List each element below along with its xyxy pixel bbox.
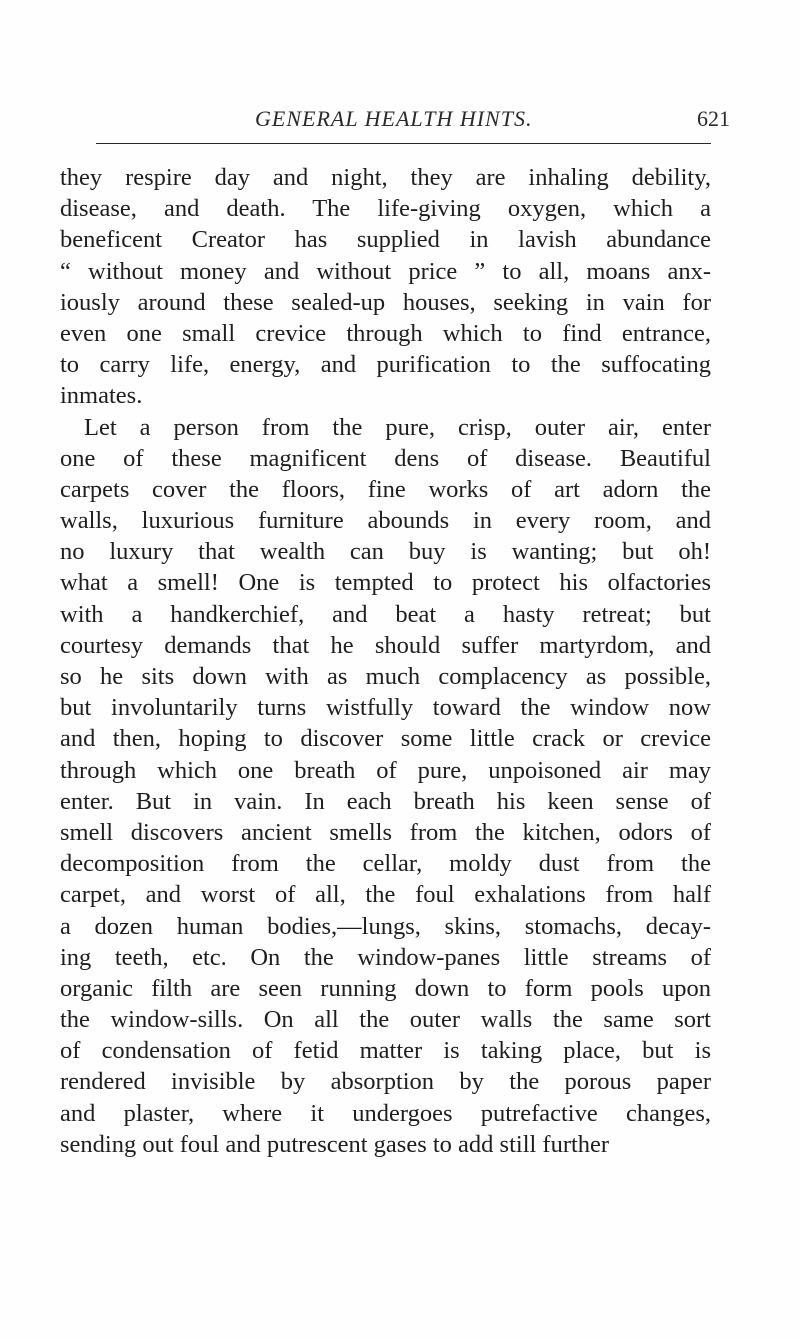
text-line: the window-sills. On all the outer walls the same sort [60, 1006, 711, 1034]
running-title: GENERAL HEALTH HINTS. [255, 106, 533, 131]
text-line: iously around these sealed-up houses, seeking in vain for [60, 288, 711, 316]
text-line: “ without money and without price ” to all, moans anx- [60, 257, 711, 285]
text-line: no luxury that wealth can buy is wanting; but oh! [60, 538, 711, 566]
text-line: and then, hoping to discover some little crack or crevice [60, 725, 711, 753]
text-line: to carry life, energy, and purification to the suffocating [60, 351, 711, 379]
text-line: but involuntarily turns wistfully toward the window now [60, 694, 711, 722]
text-line: ing teeth, etc. On the window-panes little streams of [60, 943, 711, 971]
text-line: enter. But in vain. In each breath his keen sense of [60, 787, 711, 815]
text-line: rendered invisible by absorption by the porous paper [60, 1068, 711, 1096]
text-line: disease, and death. The life-giving oxygen, which a [60, 195, 711, 223]
text-line: carpets cover the floors, fine works of art adorn the [60, 475, 711, 503]
text-line: so he sits down with as much complacency as possible, [60, 663, 711, 690]
text-line: of condensation of fetid matter is taking place, but is [60, 1037, 711, 1065]
body-text [60, 162, 711, 1160]
header-rule [96, 143, 711, 144]
text-line: walls, luxurious furniture abounds in every room, and [60, 507, 711, 535]
text-line: Let a person from the pure, crisp, outer air, enter [84, 413, 711, 441]
text-line: one of these magnificent dens of disease. Beautiful [60, 444, 711, 472]
text-line: what a smell! One is tempted to protect his olfactories [60, 569, 711, 597]
text-line: organic filth are seen running down to form pools upon [60, 974, 711, 1002]
text-line: decomposition from the cellar, moldy dust from the [60, 850, 711, 878]
text-line: beneficent Creator has supplied in lavish abundance [60, 226, 711, 254]
page-number: 621 [697, 106, 730, 131]
text-line: with a handkerchief, and beat a hasty retreat; but [60, 600, 711, 628]
text-line: courtesy demands that he should suffer martyrdom, and [60, 631, 711, 659]
text-line: even one small crevice through which to find entrance, [60, 319, 711, 347]
text-line: through which one breath of pure, unpoisoned air may [60, 756, 711, 784]
text-line: they respire day and night, they are inhaling debility, [60, 164, 711, 191]
text-line: sending out foul and putrescent gases to add still further [60, 1130, 610, 1158]
text-line: smell discovers ancient smells from the kitchen, odors of [60, 818, 711, 846]
text-line: and plaster, where it undergoes putrefactive changes, [60, 1099, 711, 1127]
text-line: inmates. [60, 382, 143, 410]
running-head [0, 100, 800, 140]
text-line: a dozen human bodies,—lungs, skins, stomachs, decay- [60, 912, 711, 940]
text-line: carpet, and worst of all, the foul exhalations from half [60, 881, 711, 909]
